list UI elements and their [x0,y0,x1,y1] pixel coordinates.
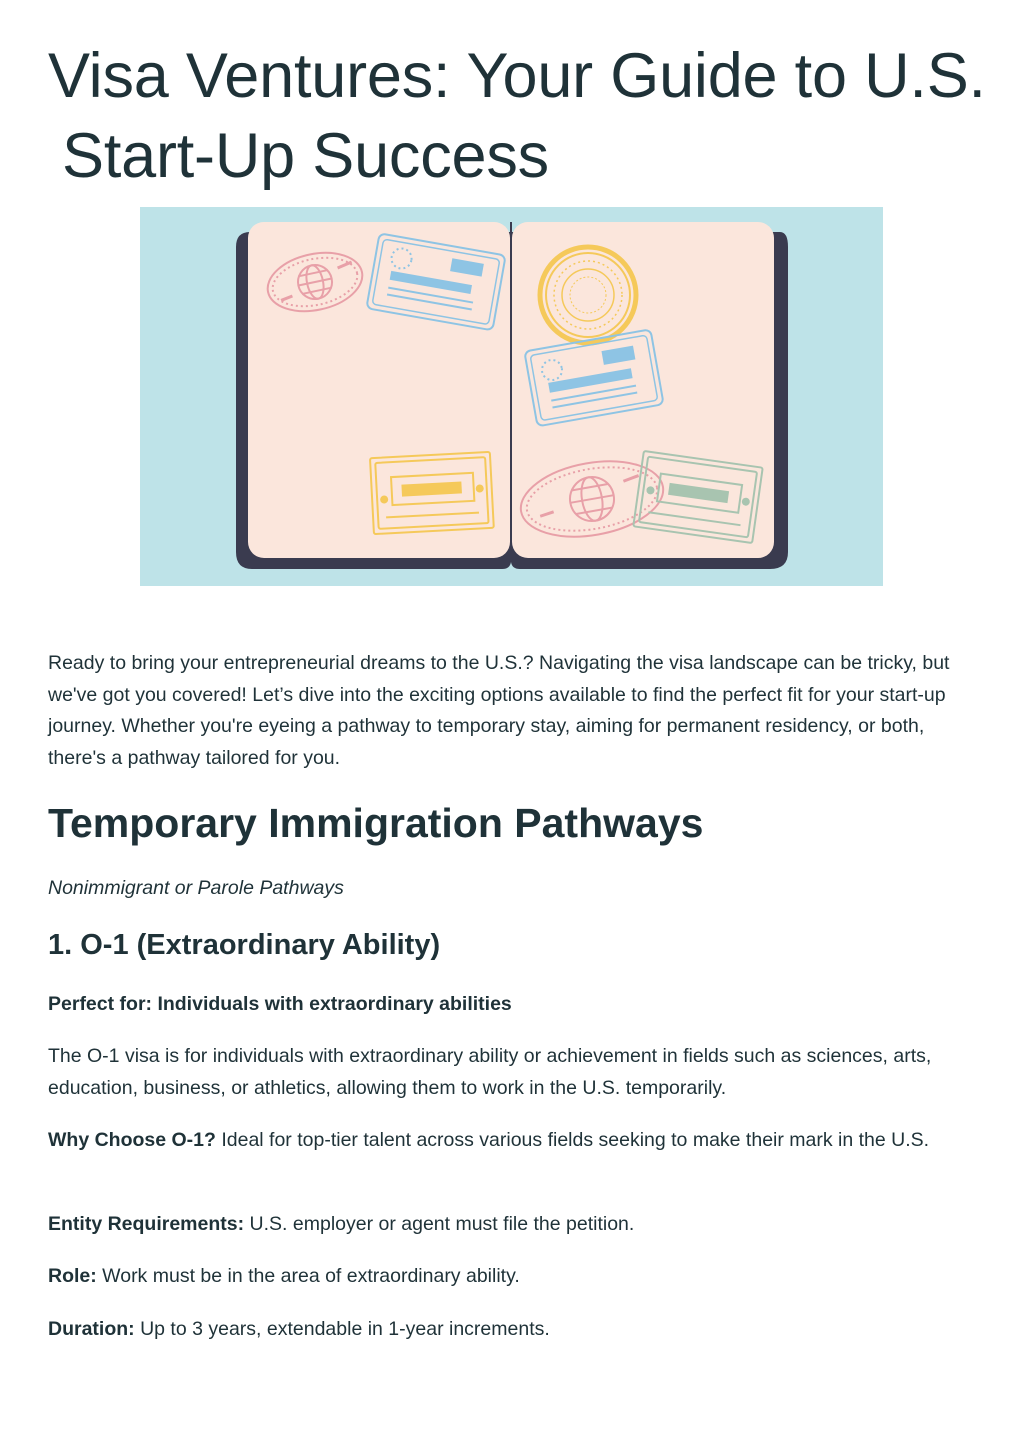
section-subtitle: Nonimmigrant or Parole Pathways [48,877,344,899]
perfect-for-line [48,988,988,1020]
title-line-1: Visa Ventures: Your Guide to U.S. [48,41,986,111]
page-title [48,36,998,196]
why-choose-label: Why Choose O-1? [48,1129,216,1151]
intro-paragraph: Ready to bring your entrepreneurial dreams to the U.S.? Navigating the visa landscape can be tricky, but we've got you covered! Let’s dive into the exciting options available to find the perfect fit for your start-up journey. Whether you're eyeing a pathway to temporary stay, aiming for permanent residency, or both, there's a pathway tailored for you. [48,652,950,769]
why-choose-text: Ideal for top-tier talent across various fields seeking to make their mark in the U.S. [215,1129,930,1151]
visa-heading: 1. O-1 (Extraordinary Ability) [48,929,441,961]
duration-paragraph [48,1313,988,1345]
duration-text: Up to 3 years, extendable in 1-year increments. [134,1318,550,1340]
description-paragraph: The O-1 visa is for individuals with extraordinary ability or achievement in fields such as sciences, arts, education, business, or athletics, allowing them to work in the U.S. temporarily. [48,1045,932,1099]
why-choose-paragraph [48,1124,988,1156]
perfect-for-text: Perfect for: Individuals with extraordinary abilities [48,993,512,1015]
title-line-2: Start-Up Success [62,121,549,191]
role-label: Role: [48,1265,97,1287]
role-text: Work must be in the area of extraordinary ability. [96,1265,520,1287]
entity-requirements-paragraph [48,1208,988,1240]
entity-requirements-label: Entity Requirements: [48,1213,245,1235]
passport-illustration [140,207,883,586]
role-paragraph [48,1260,988,1292]
duration-label: Duration: [48,1318,135,1340]
entity-requirements-text: U.S. employer or agent must file the petition. [244,1213,635,1235]
section-heading: Temporary Immigration Pathways [48,800,704,846]
